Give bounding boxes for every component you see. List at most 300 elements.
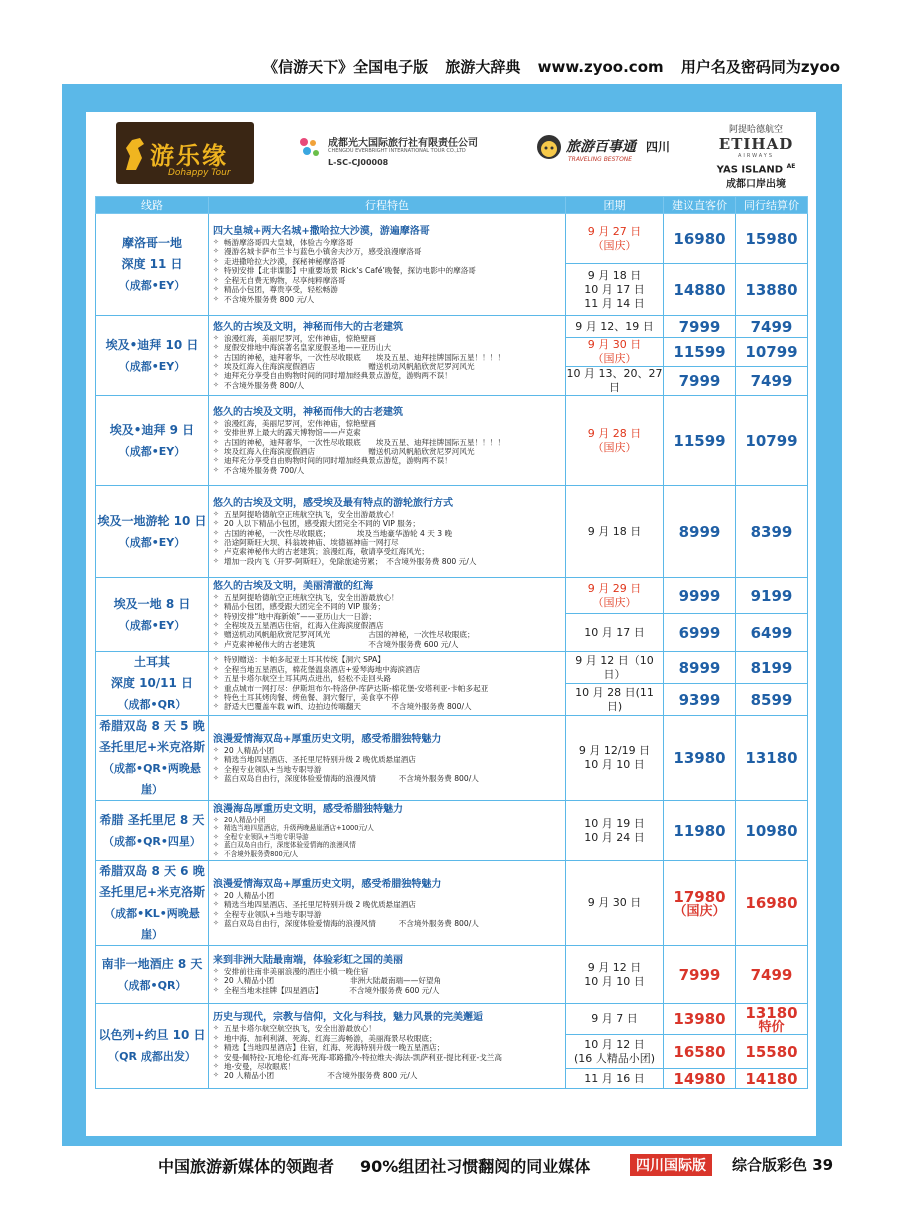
trade-price: 10980: [745, 821, 798, 840]
route-line: 埃及一地 8 日: [113, 596, 191, 611]
col-features: 行程特色: [209, 197, 566, 214]
date-line: 9 月 12/19 日: [578, 744, 651, 757]
date-cell: [566, 652, 664, 684]
col-route: 线路: [96, 197, 209, 214]
trade-price-cell: [736, 684, 808, 716]
youlexuan-name: 游乐缘: [150, 141, 228, 170]
guangda-english: CHENGDU EVERBRIGHT INTERNATIONAL TOUR CO.,LTD: [328, 148, 466, 154]
direct-price-cell: [664, 367, 736, 396]
features-cell: [209, 652, 566, 716]
table-row: [96, 486, 808, 578]
baishitong-face-icon: [536, 134, 562, 160]
trade-price-tag: 特价: [758, 1020, 785, 1035]
table-row: [96, 801, 808, 861]
route-cell: [96, 861, 209, 946]
feature-list: [213, 891, 561, 929]
route-cell: [96, 396, 209, 486]
feature-headline: 浪漫海岛厚重历史文明，感受希腊独特魅力: [213, 803, 403, 815]
feature-item: ✧ 浪漫红海，美丽尼罗河，宏伟神庙，惊艳壁画: [213, 419, 561, 428]
feature-item: ✧ 蓝白双岛自由行，深度体验爱情海的浪漫风情 不含境外服务费 800/人: [213, 774, 561, 783]
date-line: （国庆）: [592, 440, 637, 454]
feature-list: [213, 816, 561, 858]
edition-badge: 四川国际版: [630, 1154, 712, 1176]
trade-price: 10799: [745, 343, 798, 361]
date-line: 10 月 28 日(11 日): [575, 685, 654, 713]
trade-price-cell: [736, 578, 808, 614]
top-banner: [0, 56, 900, 80]
trade-price: 16980: [745, 894, 798, 912]
feature-item: ✧ 浪漫红海，美丽尼罗河，宏伟神庙，惊艳壁画: [213, 334, 561, 343]
trade-price: 13180: [745, 1004, 798, 1022]
route-line: 埃及•迪拜 10 日: [105, 337, 199, 352]
yas-island-name: YAS ISLAND: [716, 164, 784, 176]
feature-item: ✧ 沿途阿斯旺大坝、科翁坡神庙、埃德福神庙一网打尽: [213, 538, 561, 547]
etihad-name-cn: 阿提哈德航空: [728, 125, 783, 135]
feature-item: ✧ 安排世界上最大的露天博物馆——卢克索: [213, 428, 561, 437]
trade-price: 7499: [750, 372, 793, 390]
etihad-airways: AIRWAYS: [737, 153, 775, 159]
trade-price-cell: [736, 614, 808, 652]
trade-price: 6499: [750, 623, 793, 642]
feature-item: ✧ 蓝白双岛自由行，深度体验爱情海的浪漫风情 不含境外服务费 800/人: [213, 919, 561, 928]
date-line: 9 月 29 日: [587, 581, 642, 595]
route-line: 希腊双岛 8 天 5 晚: [99, 719, 205, 733]
horse-icon: [122, 134, 148, 174]
trade-price-cell: [736, 1004, 808, 1035]
feature-item: ✧ 特别赠送：卡帕多起亚土耳其传统【洞穴 SPA】: [213, 655, 561, 664]
direct-price-cell: [664, 1035, 736, 1069]
route-cell: [96, 486, 209, 578]
features-cell: [209, 861, 566, 946]
feature-headline: 来到非洲大陆最南端，体验彩虹之国的美丽: [213, 954, 403, 966]
trade-price: 8599: [750, 690, 793, 709]
route-line: （QR 成都出发）: [108, 1050, 196, 1063]
feature-item: ✧ 不含境外服务费 700/人: [213, 466, 561, 475]
feature-headline: 浪漫爱情海双岛+厚重历史文明，感受希腊独特魅力: [213, 733, 442, 745]
direct-price-cell: [664, 214, 736, 264]
trade-price: 14180: [745, 1069, 798, 1088]
date-line: 10 月 24 日: [584, 830, 645, 844]
feature-item: ✧ 全程当地五星酒店，棉花堡温泉酒店+爱琴海地中海滨酒店: [213, 665, 561, 674]
date-line: 10 月 12 日: [584, 1037, 645, 1051]
date-cell: [566, 264, 664, 316]
route-cell: [96, 1004, 209, 1089]
date-line: 9 月 27 日: [587, 224, 642, 238]
feature-item: ✧ 增加一段内飞（开罗-阿斯旺），免除旅途劳累； 不含境外服务费 800 元/人: [213, 557, 561, 566]
feature-item: ✧ 度假安排地中海滨著名皇家度假圣地——亚历山大: [213, 343, 561, 352]
date-cell: [566, 861, 664, 946]
feature-item: ✧ 精选当地四星酒店，升级两晚悬崖酒店+1000元/人: [213, 824, 561, 832]
trade-price-cell: [736, 264, 808, 316]
feature-item: ✧ 五星卡塔尔航空航空执飞，安全出游最放心！: [213, 1024, 561, 1033]
direct-price-cell: [664, 801, 736, 861]
route-line: （成都•EY）: [118, 279, 186, 292]
feature-item: ✧ 特别安排【北非谍影】中重要场景 Rick’s Café’晚餐，探访电影中的摩洛哥: [213, 266, 561, 275]
yas-island-suffix: AE: [786, 163, 796, 170]
date-line: 9 月 12、19 日: [575, 319, 654, 333]
trade-price-cell: [736, 946, 808, 1004]
footer-slogan-2: 90%组团社习惯翻阅的同业媒体: [360, 1157, 591, 1176]
tour-table: [95, 196, 808, 1089]
feature-item: ✧ 安排前往南非美丽浪漫的酒庄小镇一晚住宿: [213, 967, 561, 976]
date-cell: [566, 214, 664, 264]
feature-item: ✧ 20 人精品小团: [213, 746, 561, 755]
direct-price: 6999: [678, 623, 721, 642]
table-row: [96, 946, 808, 1004]
date-line: 9 月 18 日: [587, 524, 642, 538]
direct-price: 9999: [678, 586, 721, 605]
feature-list: [213, 655, 561, 711]
date-cell: [566, 486, 664, 578]
trade-price: 9199: [750, 586, 793, 605]
direct-price: 16980: [673, 229, 726, 248]
feature-item: ✧ 地中海、加利利湖、死海、红海三海畅游，美丽海景尽收眼底；: [213, 1034, 561, 1043]
features-cell: [209, 716, 566, 801]
feature-item: ✧ 古国的神秘，迪拜奢华，一次性尽收眼底 埃及五星、迪拜挂牌国际五星！！！！: [213, 353, 561, 362]
direct-price: 14980: [673, 1069, 726, 1088]
youlexuan-logo: [116, 122, 254, 184]
route-line: （成都•QR•两晚悬崖）: [103, 762, 201, 796]
trade-price-cell: [736, 1035, 808, 1069]
feature-list: [213, 1024, 561, 1080]
table-body: [96, 214, 808, 1089]
feature-item: ✧ 20 人以下精品小包团，感受跟大团完全不同的 VIP 服务；: [213, 519, 561, 528]
direct-price-cell: [664, 652, 736, 684]
feature-item: ✧ 全程当地未挂牌【四星酒店】 不含境外服务费 600 元/人: [213, 986, 561, 995]
direct-price: 7999: [678, 317, 721, 336]
feature-item: ✧ 卢克索神秘伟大的古老建筑；浪漫红海，敬请享受红海风光；: [213, 547, 561, 556]
feature-item: ✧ 迪拜充分享受自由购物时间的同时增加经典景点游览，游购两不误！: [213, 456, 561, 465]
baishitong-name: 旅游百事通: [566, 139, 636, 155]
date-cell: [566, 801, 664, 861]
trade-price-cell: [736, 338, 808, 367]
feature-list: [213, 238, 561, 304]
trade-price-cell: [736, 316, 808, 338]
route-cell: [96, 946, 209, 1004]
direct-price: 11980: [673, 821, 726, 840]
col-trade-price: 同行结算价: [736, 197, 808, 214]
trade-price-cell: [736, 801, 808, 861]
feature-item: ✧ 不含境外服务费800元/人: [213, 850, 561, 858]
date-line: 10 月 19 日: [584, 816, 645, 830]
feature-list: [213, 510, 561, 566]
direct-price-cell: [664, 1004, 736, 1035]
direct-price: 14880: [673, 280, 726, 299]
date-cell: [566, 396, 664, 486]
direct-price-tag: （国庆）: [673, 904, 726, 919]
guangda-mark-icon: [296, 134, 322, 160]
date-line: （国庆）: [592, 595, 637, 609]
route-line: （成都•EY）: [118, 444, 186, 458]
feature-item: ✧ 特色土耳其烤肉餐、烤鱼餐、洞穴餐厅，美食享不停: [213, 693, 561, 702]
direct-price: 13980: [673, 1010, 726, 1028]
logo-row: [86, 112, 816, 196]
route-line: 深度 10/11 日: [110, 676, 194, 690]
date-cell: [566, 338, 664, 367]
route-line: （成都•KL•两晚悬崖）: [104, 907, 200, 941]
feature-item: ✧ 五星阿提哈德航空正班航空执飞，安全出游最放心！: [213, 593, 561, 602]
website-link[interactable]: www.zyoo.com: [537, 58, 664, 76]
route-line: （成都•EY）: [118, 618, 186, 632]
feature-item: ✧ 全程专业领队+当地专职导游: [213, 910, 561, 919]
feature-headline: 悠久的古埃及文明，神秘而伟大的古老建筑: [213, 321, 403, 333]
feature-item: ✧ 全程埃及五星酒店住宿，红海入住海滨度假酒店: [213, 621, 561, 630]
date-line: 9 月 12 日（10 日）: [575, 653, 654, 681]
route-line: 埃及一地游轮 10 日: [97, 513, 207, 528]
direct-price-cell: [664, 861, 736, 946]
date-cell: [566, 367, 664, 396]
table-row: [96, 861, 808, 946]
login-note: 用户名及密码同为zyoo: [680, 58, 840, 76]
date-line: 11 月 16 日: [584, 1071, 645, 1085]
col-dates: 团期: [566, 197, 664, 214]
table-row: [96, 316, 808, 338]
direct-price: 7999: [678, 372, 721, 390]
date-line: (16 人精品小团): [573, 1051, 656, 1065]
direct-price-cell: [664, 684, 736, 716]
direct-price: 11599: [673, 343, 726, 361]
trade-price-cell: [736, 861, 808, 946]
trade-price: 15580: [745, 1042, 798, 1061]
trade-price: 15980: [745, 229, 798, 248]
direct-price-cell: [664, 338, 736, 367]
table-row: [96, 396, 808, 486]
trade-price: 8199: [750, 658, 793, 677]
departure-label: 成都口岸出境: [726, 179, 786, 191]
trade-price: 8399: [750, 522, 793, 541]
direct-price: 7999: [678, 965, 721, 984]
direct-price: 13980: [673, 749, 726, 767]
footer-bar: [0, 1152, 900, 1178]
feature-list: [213, 334, 561, 390]
table-row: [96, 578, 808, 614]
route-line: 圣托里尼+米克洛斯: [98, 885, 206, 899]
date-line: 9 月 28 日: [587, 426, 642, 440]
trade-price: 13880: [745, 280, 798, 299]
feature-item: ✧ 全程专业领队+当地专职导游: [213, 833, 561, 841]
feature-item: ✧ 20 人精品小团: [213, 891, 561, 900]
route-line: （成都•QR）: [117, 978, 187, 992]
col-direct-price: 建议直客价: [664, 197, 736, 214]
features-cell: [209, 214, 566, 316]
feature-item: ✧ 重点城市一网打尽：伊斯坦布尔-特洛伊-库萨达斯-棉花堡-安塔利亚-卡帕多起亚: [213, 684, 561, 693]
route-line: 南非一地酒庄 8 天: [101, 956, 203, 971]
trade-price-cell: [736, 716, 808, 801]
date-line: 9 月 30 日: [587, 338, 642, 351]
feature-item: ✧ 埃及红海入住海滨度假酒店 赠送机动风帆船欣赏尼罗河风光: [213, 447, 561, 456]
date-line: 10 月 13、20、27 日: [566, 367, 663, 394]
date-line: 9 月 18 日: [587, 268, 642, 282]
feature-item: ✧ 特别安排“地中海新娘”——亚历山大一日游；: [213, 612, 561, 621]
trade-price-cell: [736, 214, 808, 264]
feature-item: ✧ 地-安曼，尽收眼底！: [213, 1062, 561, 1071]
route-cell: [96, 652, 209, 716]
direct-price-cell: [664, 716, 736, 801]
feature-item: ✧ 20人精品小团: [213, 816, 561, 824]
feature-item: ✧ 精选【当地四星酒店】住宿，红海、死海特别升级一晚五星酒店；: [213, 1043, 561, 1052]
trade-price: 13180: [745, 749, 798, 767]
route-line: 以色列+约旦 10 日: [98, 1028, 206, 1042]
route-line: 埃及•迪拜 9 日: [109, 422, 195, 437]
route-line: （成都•EY）: [118, 359, 186, 373]
feature-item: ✧ 畅游摩洛哥四大皇城，体验古今摩洛哥: [213, 238, 561, 247]
feature-item: ✧ 古国的神秘，一次性尽收眼底； 埃及当地豪华游轮 4 天 3 晚: [213, 529, 561, 538]
trade-price: 7499: [750, 965, 793, 984]
route-line: （成都•QR）: [117, 698, 187, 711]
feature-item: ✧ 古国的神秘，迪拜奢华，一次性尽收眼底 埃及五星、迪拜挂牌国际五星！！！！: [213, 438, 561, 447]
date-cell: [566, 614, 664, 652]
date-cell: [566, 1035, 664, 1069]
route-line: 深度 11 日: [121, 257, 183, 271]
route-line: 希腊 圣托里尼 8 天: [99, 812, 205, 827]
route-line: 希腊双岛 8 天 6 晚: [99, 864, 205, 878]
features-cell: [209, 946, 566, 1004]
trade-price-cell: [736, 486, 808, 578]
feature-item: ✧ 不含境外服务费 800/人: [213, 381, 561, 390]
direct-price-cell: [664, 946, 736, 1004]
features-cell: [209, 486, 566, 578]
features-cell: [209, 801, 566, 861]
date-cell: [566, 684, 664, 716]
features-cell: [209, 316, 566, 396]
guangda-name: 成都光大国际旅行社有限责任公司: [328, 138, 478, 149]
route-line: 圣托里尼+米克洛斯: [98, 740, 206, 754]
direct-price: 16580: [673, 1042, 726, 1061]
date-line: 10 月 17 日: [584, 625, 645, 639]
direct-price-cell: [664, 578, 736, 614]
direct-price: 8999: [678, 522, 721, 541]
route-line: （成都•QR•四星）: [103, 834, 201, 848]
page-label: 综合版彩色 39: [732, 1156, 834, 1174]
route-cell: [96, 801, 209, 861]
feature-item: ✧ 全程无自费无购物，尽享纯粹摩洛哥: [213, 276, 561, 285]
youlexuan-slogan: Dohappy Tour: [168, 168, 231, 178]
route-line: （成都•EY）: [118, 535, 186, 549]
feature-list: [213, 593, 561, 649]
footer-slogan-1: 中国旅游新媒体的领跑者: [158, 1157, 335, 1176]
table-row: [96, 652, 808, 684]
etihad-name-en: ETIHAD: [718, 135, 794, 153]
table-row: [96, 716, 808, 801]
feature-item: ✧ 20 人精品小团 非洲大陆最南端——好望角: [213, 976, 561, 985]
feature-item: ✧ 全程专业领队+当地专职导游: [213, 765, 561, 774]
feature-headline: 历史与现代，宗教与信仰，文化与科技，魅力风景的完美邂逅: [213, 1012, 483, 1024]
direct-price: 11599: [673, 431, 726, 450]
table-row: [96, 1004, 808, 1035]
feature-item: ✧ 蓝白双岛自由行，深度体验爱情海的浪漫风情: [213, 841, 561, 849]
feature-headline: 浪漫爱情海双岛+厚重历史文明，感受希腊独特魅力: [213, 878, 442, 890]
direct-price: 8999: [678, 658, 721, 677]
trade-price: 10799: [745, 431, 798, 450]
direct-price-cell: [664, 486, 736, 578]
direct-price-cell: [664, 614, 736, 652]
feature-item: ✧ 不含境外服务费 800 元/人: [213, 295, 561, 304]
date-line: 9 月 12 日: [587, 960, 642, 974]
baishitong-logo: [536, 132, 676, 172]
feature-item: ✧ 走进撒哈拉大沙漠，探秘神秘摩洛哥: [213, 257, 561, 266]
trade-price-cell: [736, 396, 808, 486]
baishitong-region: 四川: [646, 140, 671, 154]
feature-headline: 悠久的古埃及文明，感受埃及最有特点的游轮旅行方式: [213, 497, 453, 509]
table-row: [96, 214, 808, 264]
guangda-license: L-SC-CJ00008: [328, 158, 389, 167]
date-line: 10 月 10 日: [584, 758, 645, 771]
feature-item: ✧ 赠送机动风帆船欣赏尼罗河风光 古国的神秘，一次性尽收眼底；: [213, 630, 561, 639]
route-cell: [96, 578, 209, 652]
table-header-row: [96, 197, 808, 214]
date-cell: [566, 578, 664, 614]
guangda-logo: [296, 130, 506, 180]
feature-headline: 悠久的古埃及文明，美丽清澈的红海: [213, 580, 373, 592]
feature-item: ✧ 精选当地四星酒店、圣托里尼特别升级 2 晚优质悬崖酒店: [213, 755, 561, 764]
date-line: （国庆）: [592, 238, 637, 252]
feature-item: ✧ 精品小包团，尊贵享受，轻松畅游: [213, 285, 561, 294]
route-cell: [96, 716, 209, 801]
date-line: 11 月 14 日: [584, 296, 645, 310]
date-cell: [566, 716, 664, 801]
features-cell: [209, 396, 566, 486]
feature-item: ✧ 精品小包团，感受跟大团完全不同的 VIP 服务；: [213, 602, 561, 611]
trade-price-cell: [736, 367, 808, 396]
direct-price-cell: [664, 1069, 736, 1089]
feature-item: ✧ 舒适大巴覆盖车载 wifi、边拍边传嗨翻天 不含境外服务费 800/人: [213, 702, 561, 711]
features-cell: [209, 1004, 566, 1089]
trade-price: 7499: [750, 317, 793, 336]
feature-headline: 悠久的古埃及文明，神秘而伟大的古老建筑: [213, 406, 403, 418]
content-panel: [86, 112, 816, 1136]
route-cell: [96, 316, 209, 396]
etihad-logo: [706, 122, 806, 194]
yas-island-label: [706, 163, 806, 175]
date-line: 9 月 7 日: [591, 1012, 638, 1025]
route-line: 摩洛哥一地: [121, 236, 182, 250]
dictionary-title: 旅游大辞典: [445, 58, 521, 76]
feature-item: ✧ 卢克索神秘伟大的古老建筑 不含境外服务费 600 元/人: [213, 640, 561, 649]
trade-price-cell: [736, 652, 808, 684]
feature-list: [213, 419, 561, 475]
feature-item: ✧ 漫游名城卡萨布兰卡与蓝色小镇舍夫沙万，感受浪漫摩洛哥: [213, 247, 561, 256]
baishitong-english: TRAVELING BESTONE: [568, 156, 633, 163]
direct-price-cell: [664, 396, 736, 486]
feature-list: [213, 967, 561, 995]
feature-item: ✧ 精选当地四星酒店、圣托里尼特别升级 2 晚优质悬崖酒店: [213, 900, 561, 909]
date-cell: [566, 316, 664, 338]
date-cell: [566, 1069, 664, 1089]
date-cell: [566, 946, 664, 1004]
trade-price-cell: [736, 1069, 808, 1089]
feature-item: ✧ 埃及红海入住海滨度假酒店 赠送机动风帆船欣赏尼罗河风光: [213, 362, 561, 371]
feature-item: ✧ 五星卡塔尔航空土耳其两点进出，轻松不走回头路: [213, 674, 561, 683]
route-cell: [96, 214, 209, 316]
date-line: 10 月 10 日: [584, 974, 645, 988]
date-cell: [566, 1004, 664, 1035]
feature-item: ✧ 迪拜充分享受自由购物时间的同时增加经典景点游览，游购两不误！: [213, 371, 561, 380]
direct-price: 17980: [673, 888, 726, 906]
features-cell: [209, 578, 566, 652]
feature-list: [213, 746, 561, 784]
date-line: （国庆）: [592, 352, 637, 365]
date-line: 10 月 17 日: [584, 282, 645, 296]
direct-price-cell: [664, 264, 736, 316]
publication-title: 《信游天下》全国电子版: [263, 58, 429, 76]
date-line: 9 月 30 日: [587, 896, 642, 909]
feature-item: ✧ 安曼-佩特拉-瓦地伦-红海-死海-耶路撒冷-特拉维夫-海法-凯萨利亚-提比利亚-戈兰高: [213, 1053, 561, 1062]
direct-price: 9399: [678, 690, 721, 709]
feature-headline: 四大皇城+两大名城+撒哈拉大沙漠，游遍摩洛哥: [213, 226, 430, 238]
feature-item: ✧ 五星阿提哈德航空正班航空执飞，安全出游最放心！: [213, 510, 561, 519]
feature-item: ✧ 20 人精品小团 不含境外服务费 800 元/人: [213, 1071, 561, 1080]
direct-price-cell: [664, 316, 736, 338]
